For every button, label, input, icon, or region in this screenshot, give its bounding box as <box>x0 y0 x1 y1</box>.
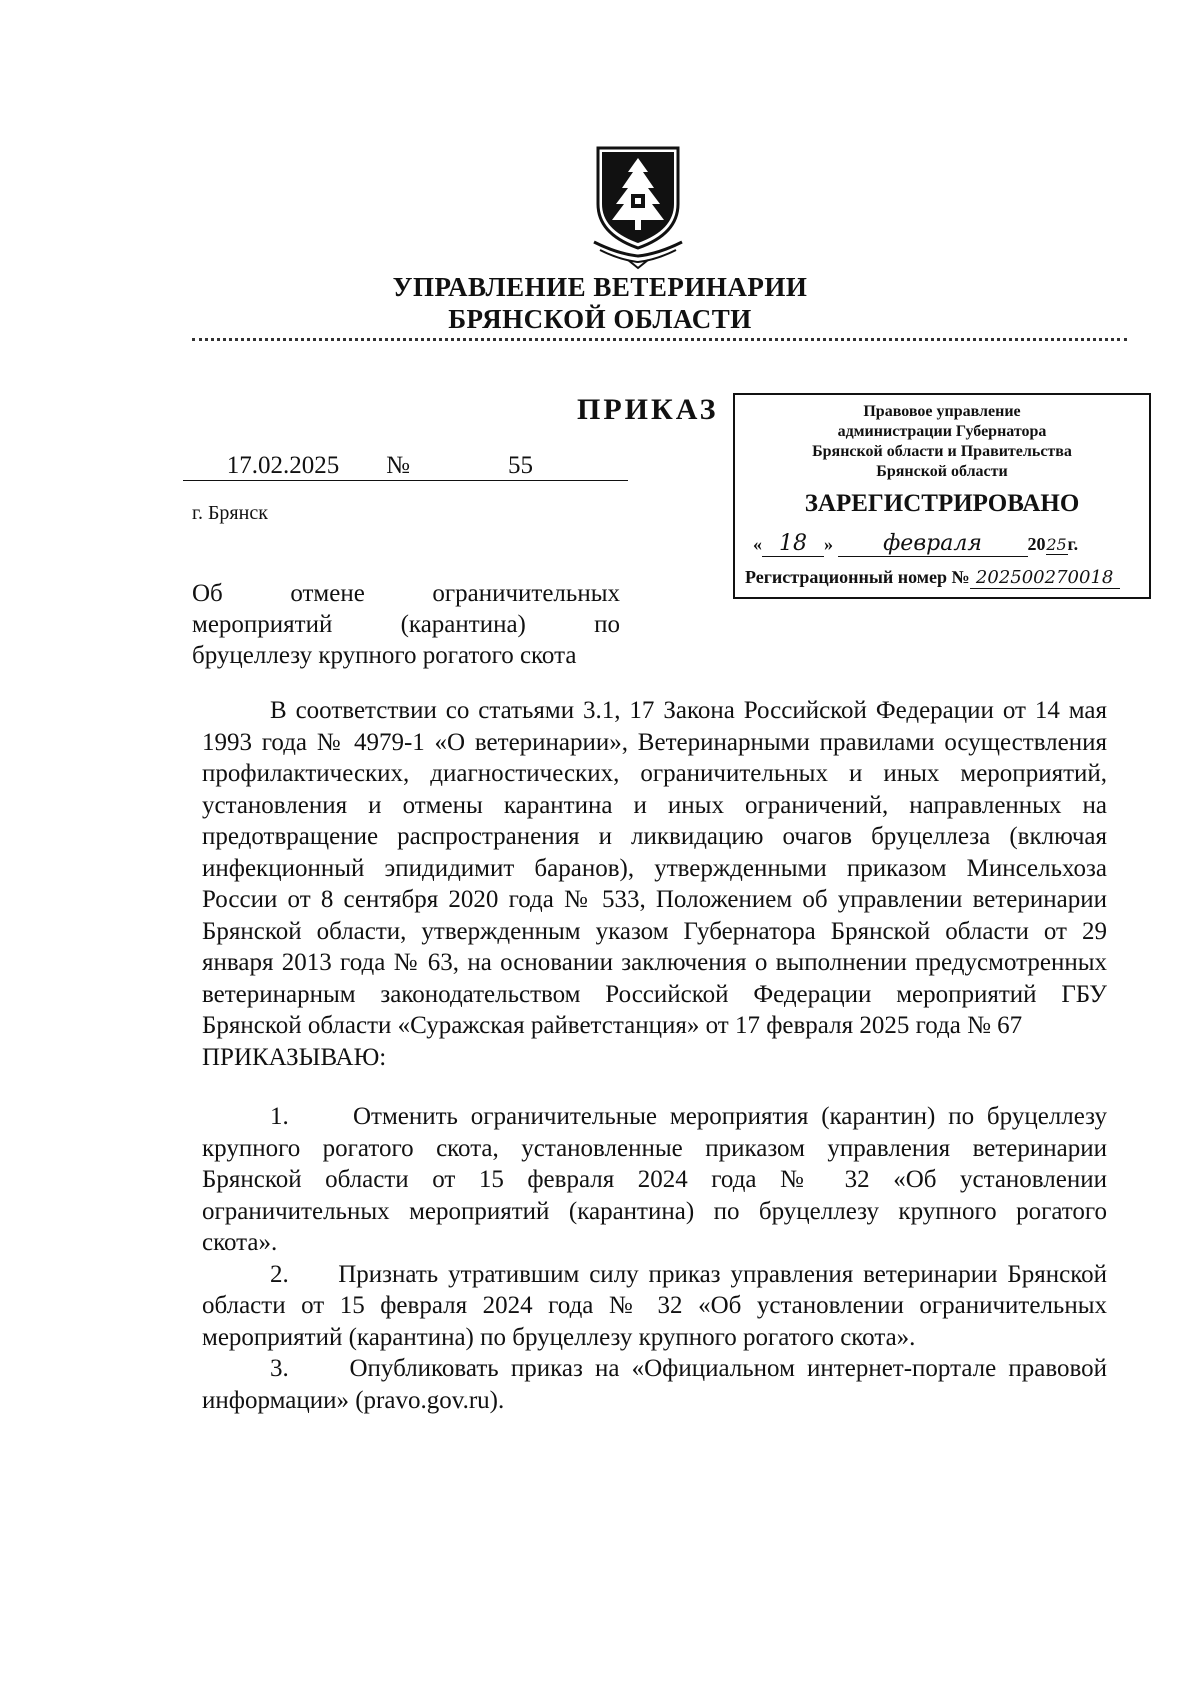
organization-name-line2: БРЯНСКОЙ ОБЛАСТИ <box>448 304 752 334</box>
header-dotted-divider <box>192 338 1127 341</box>
subject-line1: Об отмене ограничительных <box>192 580 620 607</box>
stamp-date-line <box>753 531 1078 557</box>
order-word: ПРИКАЗЫВАЮ: <box>202 1043 387 1071</box>
stamp-month: февраля <box>838 531 1028 557</box>
subject-line2: мероприятий (карантина) по <box>192 611 620 638</box>
stamp-quote-close: » <box>824 534 833 554</box>
stamp-registration-number-line <box>745 567 1120 589</box>
order-item-3: 3. Опубликовать приказ на «Официальном интернет-портале правовой информации» (pravo.gov.ru). <box>202 1355 1107 1414</box>
stamp-year-g: г. <box>1067 534 1079 554</box>
document-title: ПРИКАЗ <box>577 393 719 426</box>
order-number: 55 <box>413 452 628 481</box>
order-date-number-line <box>183 452 628 481</box>
stamp-registration-label: Регистрационный номер № <box>745 567 970 587</box>
stamp-quote-open: « <box>753 534 762 554</box>
order-city: г. Брянск <box>192 502 268 524</box>
stamp-registration-number: 202500270018 <box>970 567 1120 589</box>
stamp-year-suffix: 25 <box>1046 535 1067 554</box>
order-subject <box>192 578 620 671</box>
order-number-label: № <box>383 452 413 481</box>
organization-name-line1: УПРАВЛЕНИЕ ВЕТЕРИНАРИИ <box>392 272 808 302</box>
stamp-line2: администрации Губернатора <box>837 423 1047 440</box>
order-item-2: 2. Признать утратившим силу приказ управления ветеринарии Брянской области от 15 февраля 2024 года № 32 «Об установлении ограничительных мероприятий (карантина) по бруцеллезу крупного рогатого скота». <box>202 1260 1107 1351</box>
order-body <box>202 695 1107 1416</box>
registration-stamp <box>733 393 1151 599</box>
subject-line3: бруцеллезу крупного рогатого скота <box>192 642 577 669</box>
stamp-line4: Брянской области <box>876 463 1008 480</box>
stamp-line1: Правовое управление <box>863 403 1021 420</box>
stamp-registered-label: ЗАРЕГИСТРИРОВАНО <box>804 490 1080 517</box>
order-date: 17.02.2025 <box>183 452 383 481</box>
order-item-1: 1. Отменить ограничительные мероприятия (карантин) по бруцеллезу крупного рогатого скота, установленные приказом управления ветеринарии Брянской области от 15 февраля 2024 года № 32 «Об установлении ограничительных мероприятий (карантина) по бруцеллезу крупного рогатого скота». <box>202 1103 1107 1256</box>
stamp-year-prefix: 20 <box>1027 534 1046 554</box>
preamble-paragraph: В соответствии со статьями 3.1, 17 Закона Российской Федерации от 14 мая 1993 года № 4979-1 «О ветеринарии», Ветеринарными правилами осуществления профилактических, диагностических, ограничительных и иных мероприятий, установления и отмены карантина и иных ограничений, направленных на предотвращение распространения и ликвидацию очагов бруцеллеза (включая инфекционный эпидидимит баранов), утвержденными приказом Минсельхоза России от 8 сентября 2020 года № 533, Положением об управлении ветеринарии Брянской области, утвержденным указом Губернатора Брянской области от 29 января 2013 года № 63, на основании заключения о выполнении предусмотренных ветеринарным законодательством Российской Федерации мероприятий ГБУ Брянской области «Суражская райветстанция» от 17 февраля 2025 года № 67 <box>202 697 1107 1039</box>
stamp-line3: Брянской области и Правительства <box>812 443 1072 460</box>
coat-of-arms-emblem <box>588 142 688 270</box>
stamp-day: 18 <box>762 531 824 557</box>
